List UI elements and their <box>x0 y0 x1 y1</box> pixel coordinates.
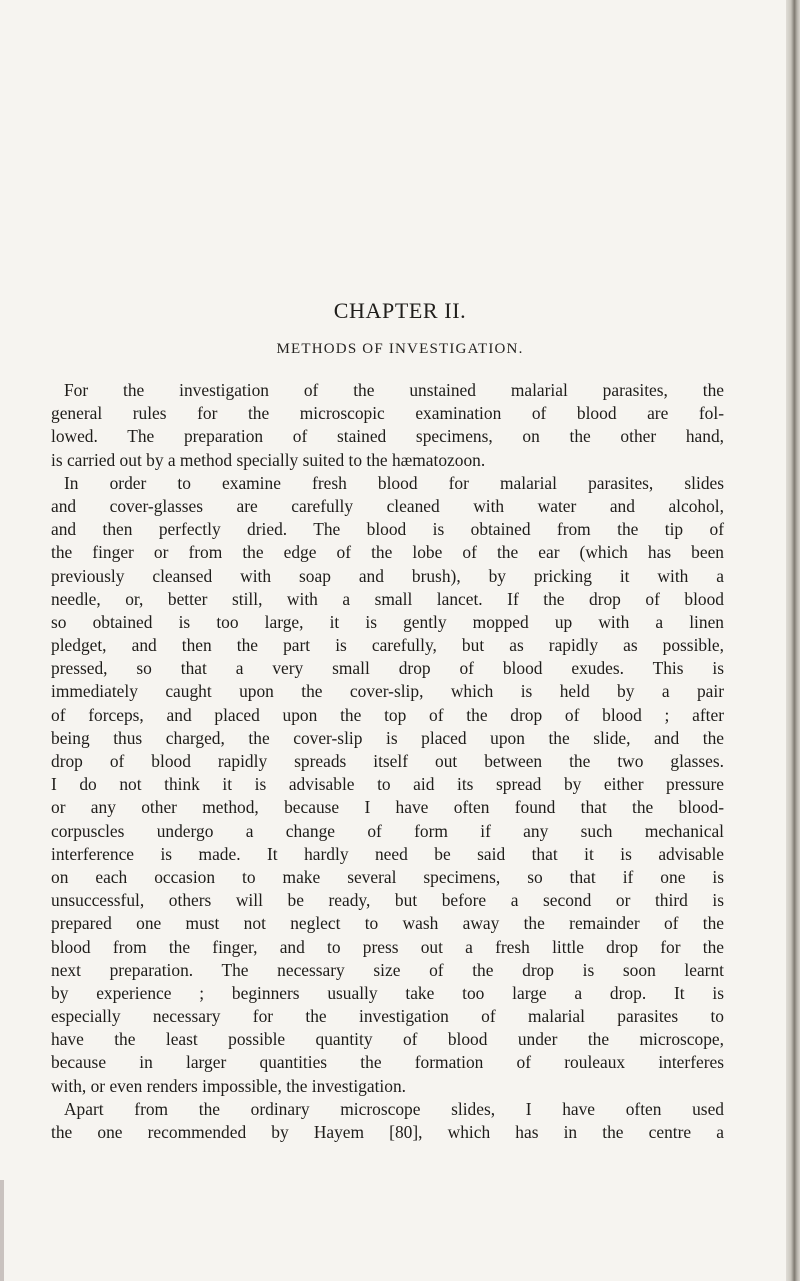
text-line: blood from the finger, and to press out a fresh little drop for the <box>51 936 724 957</box>
section-title: METHODS OF INVESTIGATION. <box>276 341 524 357</box>
text-line: have the least possible quantity of blood under the microscope, <box>51 1029 724 1050</box>
text-line: so obtained is too large, it is gently mopped up with a linen <box>51 611 724 632</box>
text-line: unsuccessful, others will be ready, but before a second or third is <box>51 890 724 911</box>
page-edge-shadow <box>786 0 800 1281</box>
text-line: pledget, and then the part is carefully, but as rapidly as possible, <box>51 635 724 656</box>
text-line: lowed. The preparation of stained specimens, on the other hand, <box>51 426 724 447</box>
text-line: In order to examine fresh blood for malarial parasites, slides <box>64 472 724 493</box>
text-line: immediately caught upon the cover-slip, which is held by a pair <box>51 681 724 702</box>
text-line: is carried out by a method specially suited to the hæmatozoon. <box>51 449 486 470</box>
text-line: prepared one must not neglect to wash away the remainder of the <box>51 913 724 934</box>
text-line: I do not think it is advisable to aid its spread by either pressure <box>51 774 724 795</box>
text-line: by experience ; beginners usually take too large a drop. It is <box>51 982 724 1003</box>
page-edge-mark <box>0 1180 4 1281</box>
text-line: interference is made. It hardly need be said that it is advisable <box>51 843 724 864</box>
text-line: being thus charged, the cover-slip is placed upon the slide, and the <box>51 727 724 748</box>
text-line: on each occasion to make several specimens, so that if one is <box>51 866 724 887</box>
text-line: Apart from the ordinary microscope slides, I have often used <box>64 1098 724 1119</box>
text-line: and then perfectly dried. The blood is obtained from the tip of <box>51 519 724 540</box>
text-line: with, or even renders impossible, the investigation. <box>51 1075 406 1096</box>
text-line: needle, or, better still, with a small lancet. If the drop of blood <box>51 588 724 609</box>
text-line: previously cleansed with soap and brush), by pricking it with a <box>51 565 724 586</box>
text-line: For the investigation of the unstained malarial parasites, the <box>64 380 724 400</box>
text-line: because in larger quantities the formation of rouleaux interferes <box>51 1052 724 1073</box>
body-text <box>51 379 724 1144</box>
text-line: or any other method, because I have often found that the blood- <box>51 797 724 818</box>
text-line: corpuscles undergo a change of form if any such mechanical <box>51 820 724 841</box>
text-line: drop of blood rapidly spreads itself out between the two glasses. <box>51 751 724 771</box>
chapter-title: CHAPTER II. <box>333 298 467 323</box>
text-line: especially necessary for the investigation of malarial parasites to <box>51 1006 724 1027</box>
text-line: of forceps, and placed upon the top of the drop of blood ; after <box>51 704 724 725</box>
text-line: and cover-glasses are carefully cleaned with water and alcohol, <box>51 495 724 516</box>
text-line: pressed, so that a very small drop of blood exudes. This is <box>51 658 724 679</box>
text-line: the one recommended by Hayem [80], which has in the centre a <box>51 1122 724 1142</box>
text-line: general rules for the microscopic examination of blood are fol- <box>51 403 724 424</box>
text-line: next preparation. The necessary size of the drop is soon learnt <box>51 959 724 980</box>
text-line: the finger or from the edge of the lobe of the ear (which has been <box>51 542 724 563</box>
